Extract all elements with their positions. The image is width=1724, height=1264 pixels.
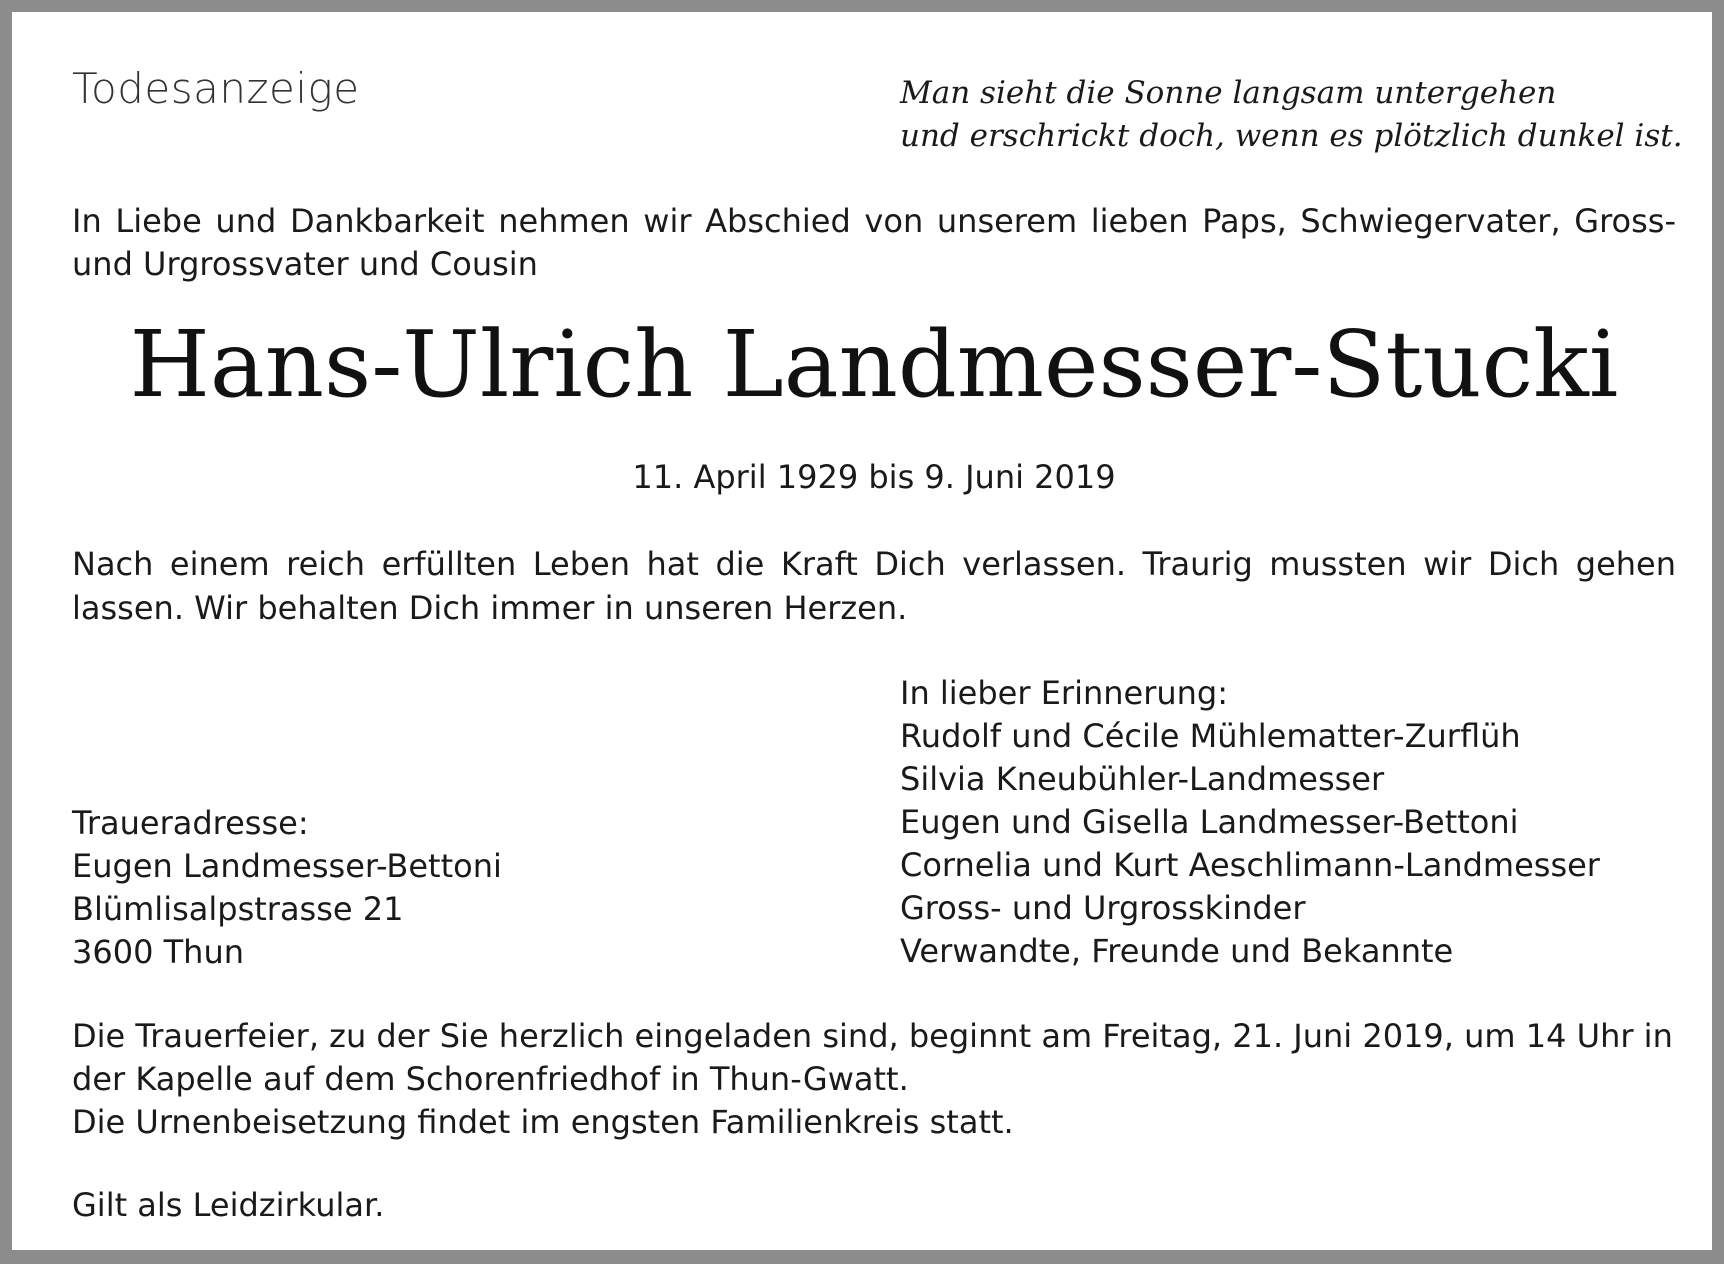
address-heading: Traueradresse: — [72, 804, 309, 842]
list-item: Eugen und Gisella Landmesser-Bettoni — [900, 803, 1519, 841]
motto-quote — [900, 72, 1683, 158]
notice-label: Todesanzeige — [72, 64, 360, 113]
deceased-name: Hans-Ulrich Landmesser-Stucki — [129, 311, 1619, 418]
mourning-address — [72, 802, 502, 974]
list-item: Silvia Kneubühler-Landmesser — [900, 760, 1385, 798]
intro-text: In Liebe und Dankbarkeit nehmen wir Abschied von unserem lieben Paps, Schwiegervater, Gross- und Urgrossvater und Cousin — [72, 202, 1676, 283]
closing-note: Gilt als Leidzirkular. — [72, 1186, 385, 1224]
address-name: Eugen Landmesser-Bettoni — [72, 847, 502, 885]
list-item: Verwandte, Freunde und Bekannte — [900, 932, 1454, 970]
mourners-list — [900, 672, 1600, 973]
farewell-message: Nach einem reich erfüllten Leben hat die Kraft Dich verlassen. Traurig mussten wir Dich gehen lassen. Wir behalten Dich immer in unseren Herzen. — [72, 545, 1676, 627]
mourners-heading: In lieber Erinnerung: — [900, 674, 1229, 712]
list-item: Cornelia und Kurt Aeschlimann-Landmesser — [900, 846, 1600, 884]
motto-line: Man sieht die Sonne langsam untergehen — [900, 75, 1557, 111]
ceremony-info — [72, 1015, 1676, 1144]
burial-text: Die Urnenbeisetzung findet im engsten Familienkreis statt. — [72, 1103, 1014, 1141]
list-item: Gross- und Urgrosskinder — [900, 889, 1306, 927]
list-item: Rudolf und Cécile Mühlematter-Zurflüh — [900, 717, 1521, 755]
address-street: Blümlisalpstrasse 21 — [72, 890, 404, 928]
ceremony-text: Die Trauerfeier, zu der Sie herzlich eingeladen sind, beginnt am Freitag, 21. Juni 2019, um 14 Uhr in der Kapelle auf dem Schorenfriedhof in Thun-Gwatt. — [72, 1017, 1673, 1098]
address-city: 3600 Thun — [72, 933, 244, 971]
motto-line: und erschrickt doch, wenn es plötzlich dunkel ist. — [900, 118, 1683, 154]
life-dates: 11. April 1929 bis 9. Juni 2019 — [632, 458, 1116, 496]
